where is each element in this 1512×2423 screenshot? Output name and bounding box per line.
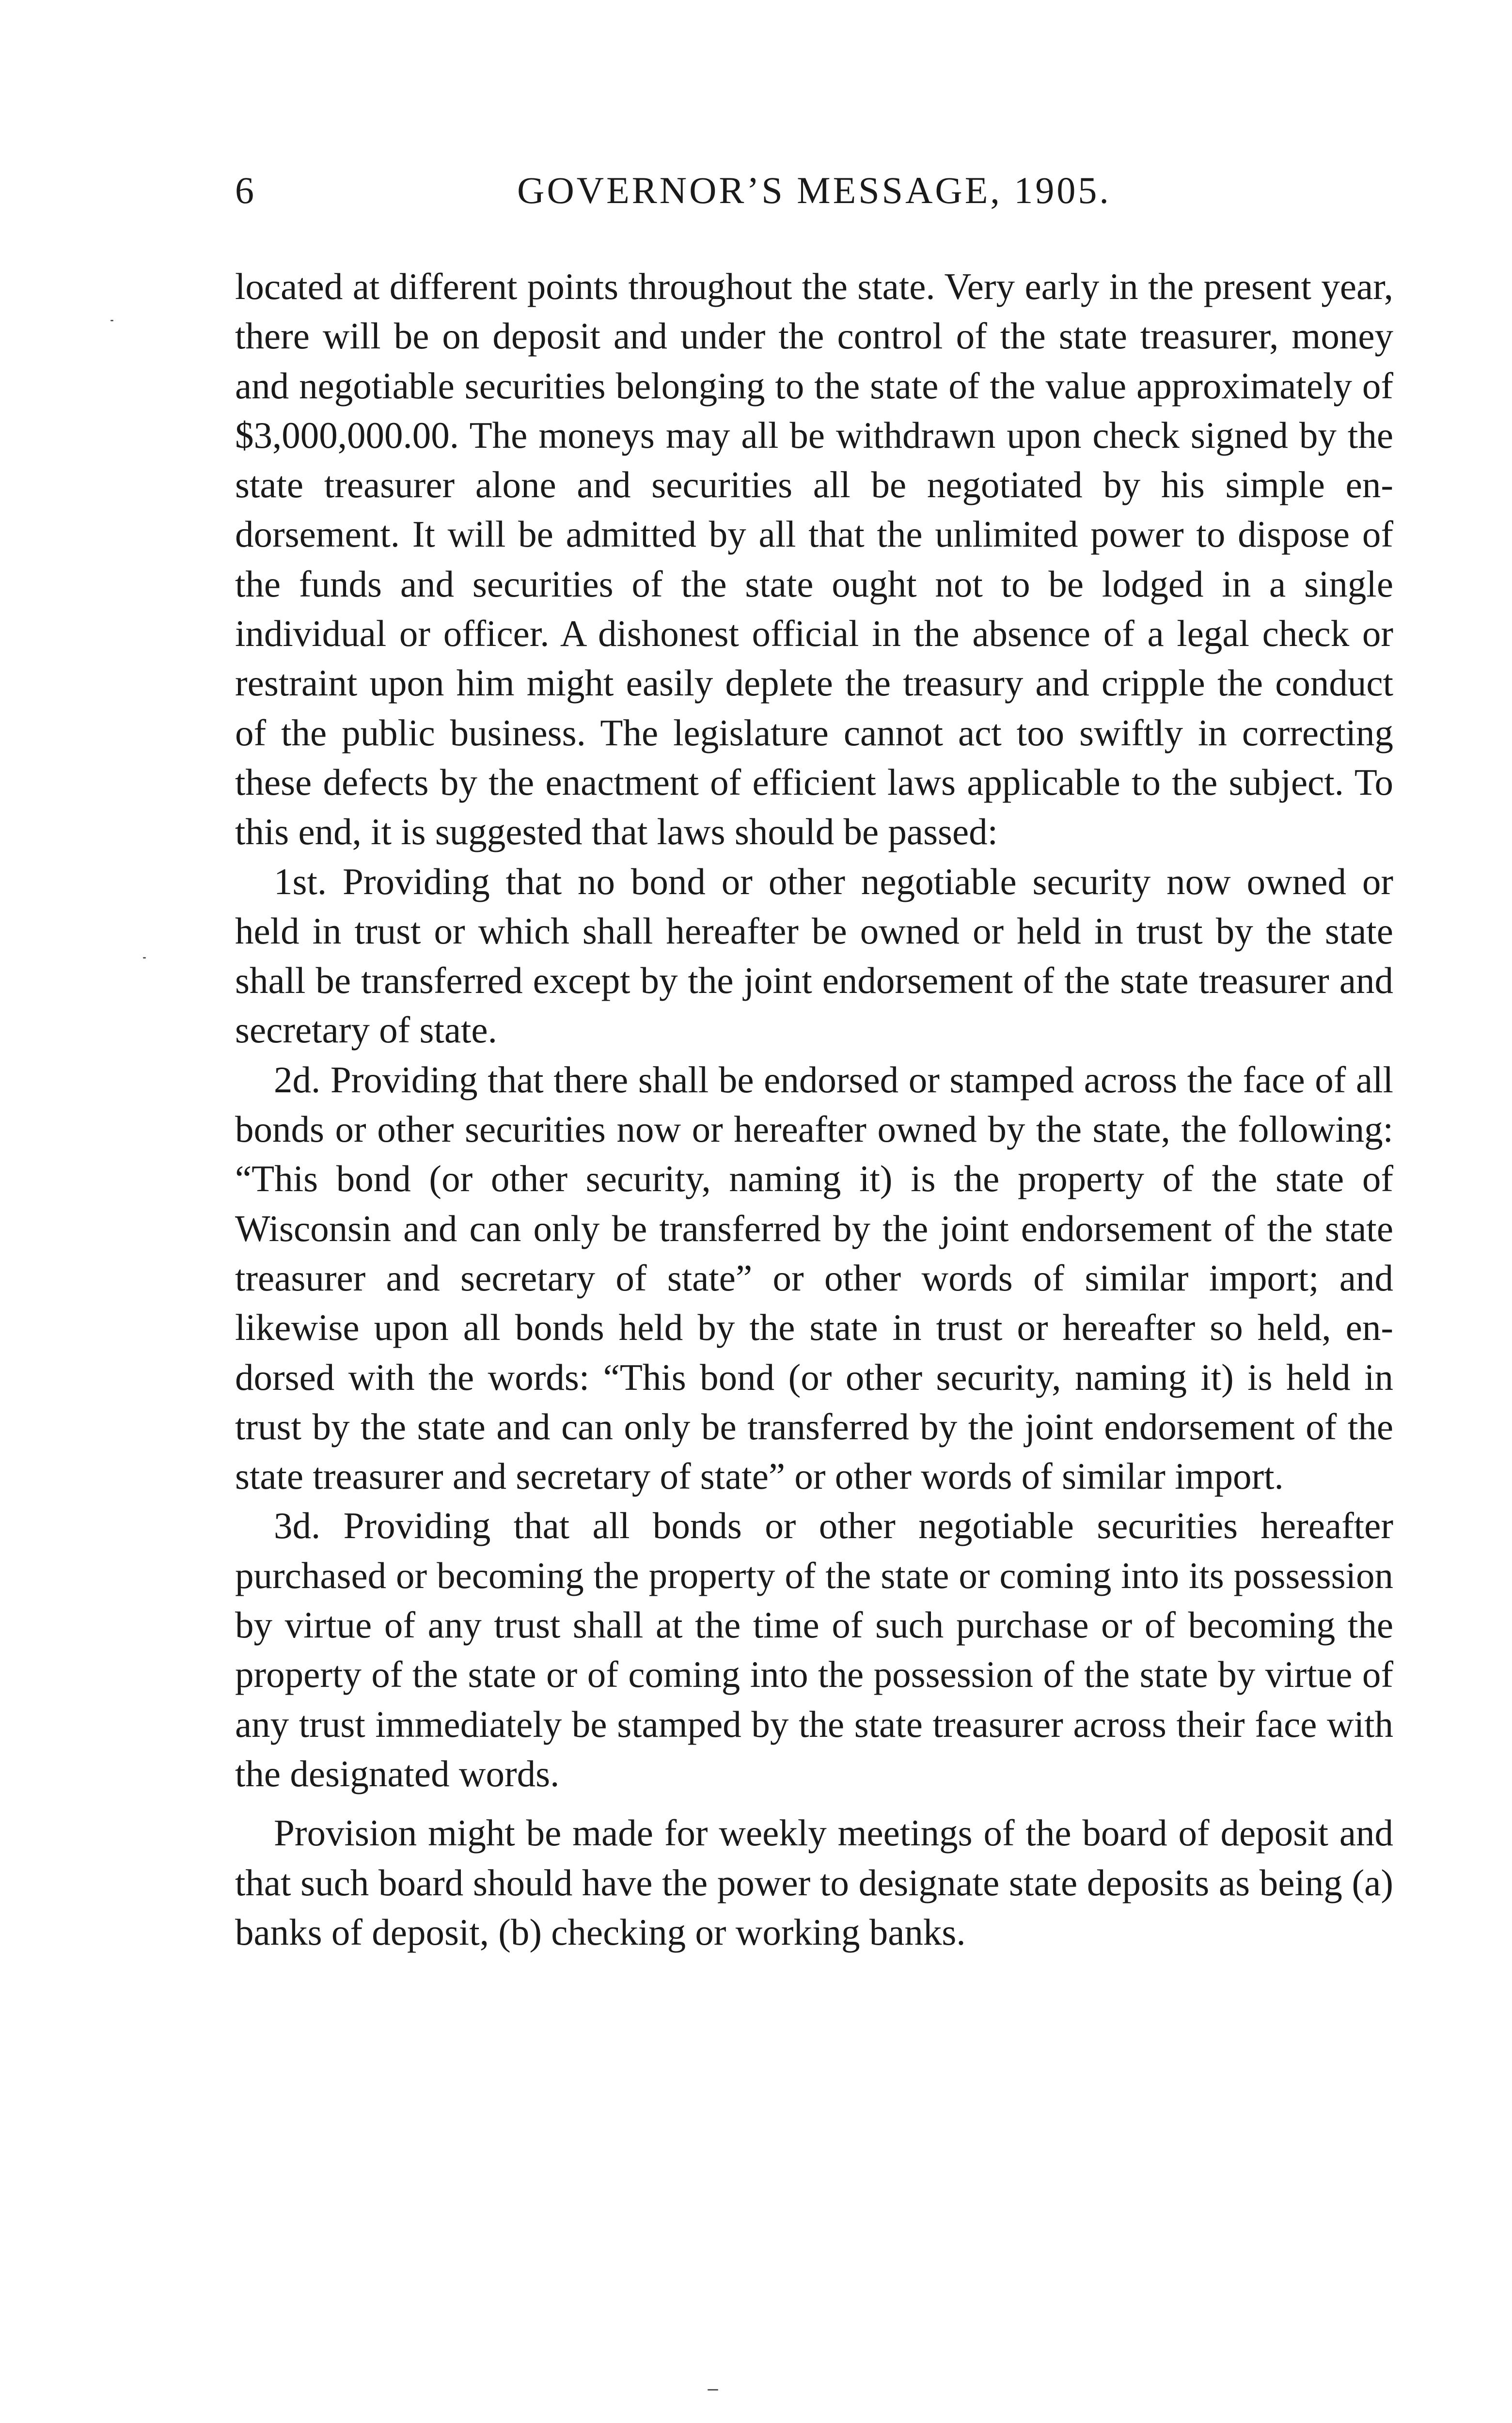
scan-speck bbox=[143, 957, 146, 959]
scan-speck bbox=[110, 320, 113, 321]
page-header bbox=[235, 164, 1393, 217]
paragraph-continued: located at different points throughout the state. Very early in the present year, there will be on deposit and under the control of the state treasurer, money and negotiable securities belonging to the state of the value approximately of $3,000,000.00. The moneys may all be withdrawn upon check signed by the state treasurer alone and securities all be negotiated by his simple endorsement. It will be admitted by all that the unlimited power to dispose of the funds and securities of the state ought not to be lodged in a single individual or officer. A dishonest official in the absence of a legal check or restraint upon him might easily deplete the treasury and cripple the conduct of the public business. The legislature cannot act too swiftly in correcting these defects by the enactment of efficient laws applicable to the subject. To this end, it is suggested that laws should be passed: bbox=[235, 266, 1393, 853]
running-head: GOVERNOR’S MESSAGE, 1905. bbox=[517, 169, 1111, 211]
body-text bbox=[235, 262, 1393, 1957]
paragraph-item-2d: 2d. Providing that there shall be endorsed or stamped across the face of all bonds or other securities now or hereafter owned by the state, the following: “This bond (or other security, naming it) is the property of the state of Wisconsin and can only be transferred by the joint endorsement of the state treasurer and secretary of state” or other words of similar import; and likewise upon all bonds held by the state in trust or hereafter so held, endorsed with the words: “This bond (or other security, naming it) is held in trust by the state and can only be transferred by the joint endorsement of the state treasurer and secretary of state” or other words of similar import. bbox=[235, 1058, 1393, 1497]
page-number: 6 bbox=[235, 169, 254, 211]
paragraph-item-3d: 3d. Providing that all bonds or other negotiable securities hereafter purchased or becoming the property of the state or coming into its possession by virtue of any trust shall at the time of such purchase or of becoming the property of the state or of coming into the possession of the state by virtue of any trust immediately be stamped by the state treasurer across their face with the designated words. bbox=[235, 1505, 1393, 1794]
paragraph-provision: Provision might be made for weekly meetings of the board of deposit and that such board should have the power to designate state deposits as being (a) banks of deposit, (b) checking or working banks. bbox=[235, 1812, 1393, 1953]
paragraph-item-1st: 1st. Providing that no bond or other negotiable security now owned or held in trust or which shall hereafter be owned or held in trust by the state shall be transferred except by the joint endorsement of the state treasurer and secretary of state. bbox=[235, 860, 1393, 1051]
scan-speck bbox=[708, 2389, 718, 2391]
